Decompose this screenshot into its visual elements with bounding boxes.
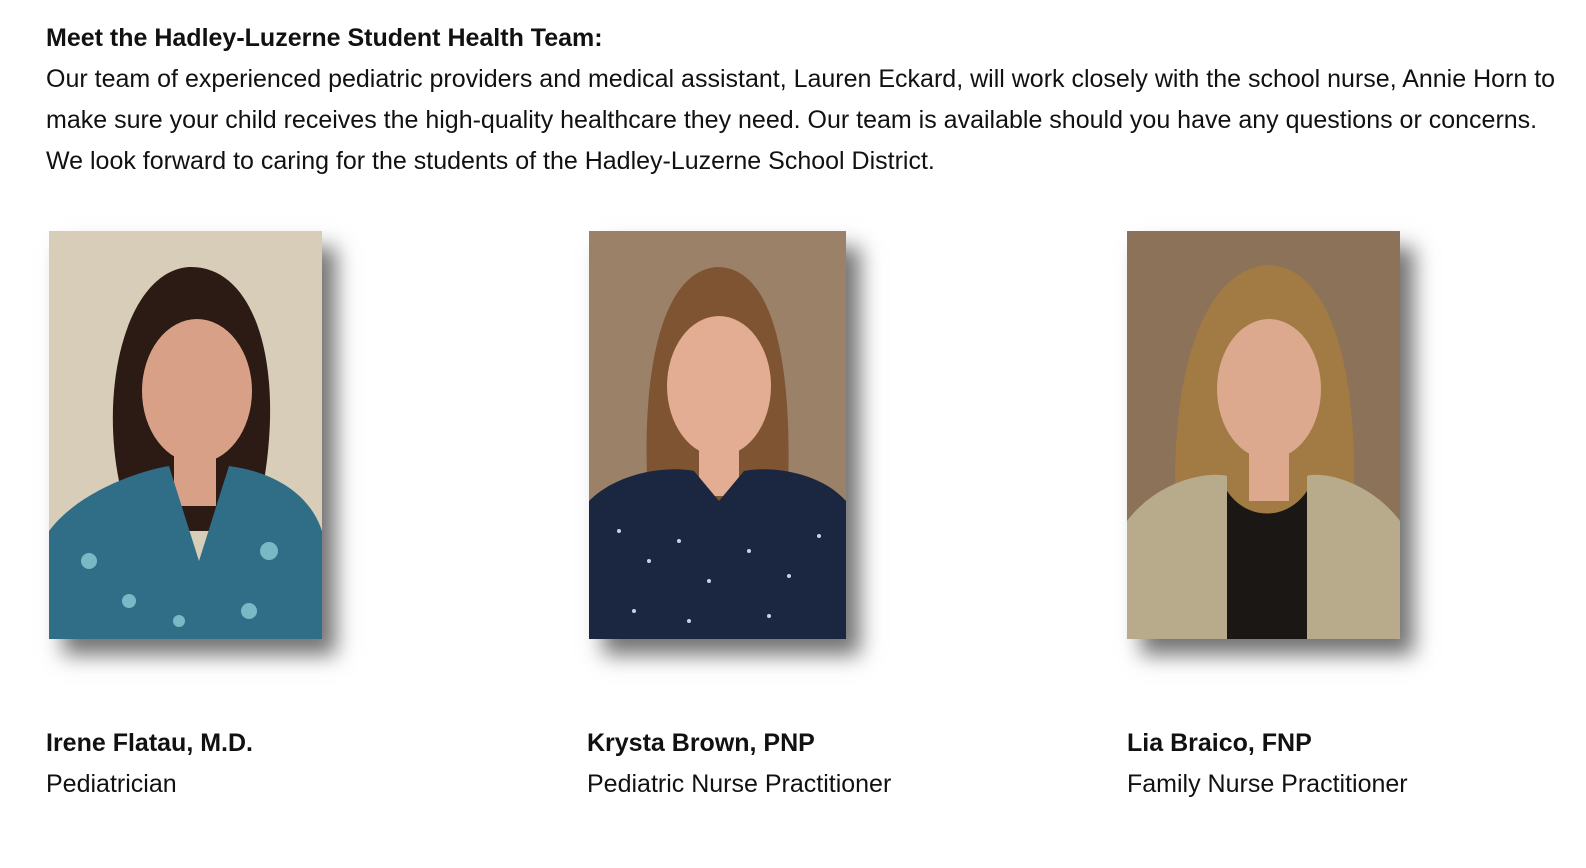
intro-paragraph: Our team of experienced pediatric providers and medical assistant, Lauren Eckard, will work closely with the school nurse, Annie Horn to make sure your child receives the high-quality healthcare they need. Our team is available should you have any questions or concerns. We look forward to caring for the students of the Hadley-Luzerne School District. <box>46 65 1556 175</box>
intro-section <box>46 18 1566 182</box>
portrait-photo-lia <box>1127 231 1400 639</box>
portrait-photo-irene <box>49 231 322 639</box>
member-name: Krysta Brown, PNP <box>587 729 815 757</box>
member-role: Pediatric Nurse Practitioner <box>587 770 892 798</box>
portrait-image <box>1127 231 1400 639</box>
member-caption <box>1127 723 1408 805</box>
member-name: Lia Braico, FNP <box>1127 729 1312 757</box>
member-role: Pediatrician <box>46 770 177 798</box>
member-role: Family Nurse Practitioner <box>1127 770 1408 798</box>
member-caption <box>46 723 253 805</box>
portrait-image <box>49 231 322 639</box>
member-caption <box>587 723 891 805</box>
member-name: Irene Flatau, M.D. <box>46 729 253 757</box>
intro-heading: Meet the Hadley-Luzerne Student Health Team: <box>46 24 603 52</box>
portrait-photo-krysta <box>589 231 846 639</box>
portrait-image <box>589 231 846 639</box>
